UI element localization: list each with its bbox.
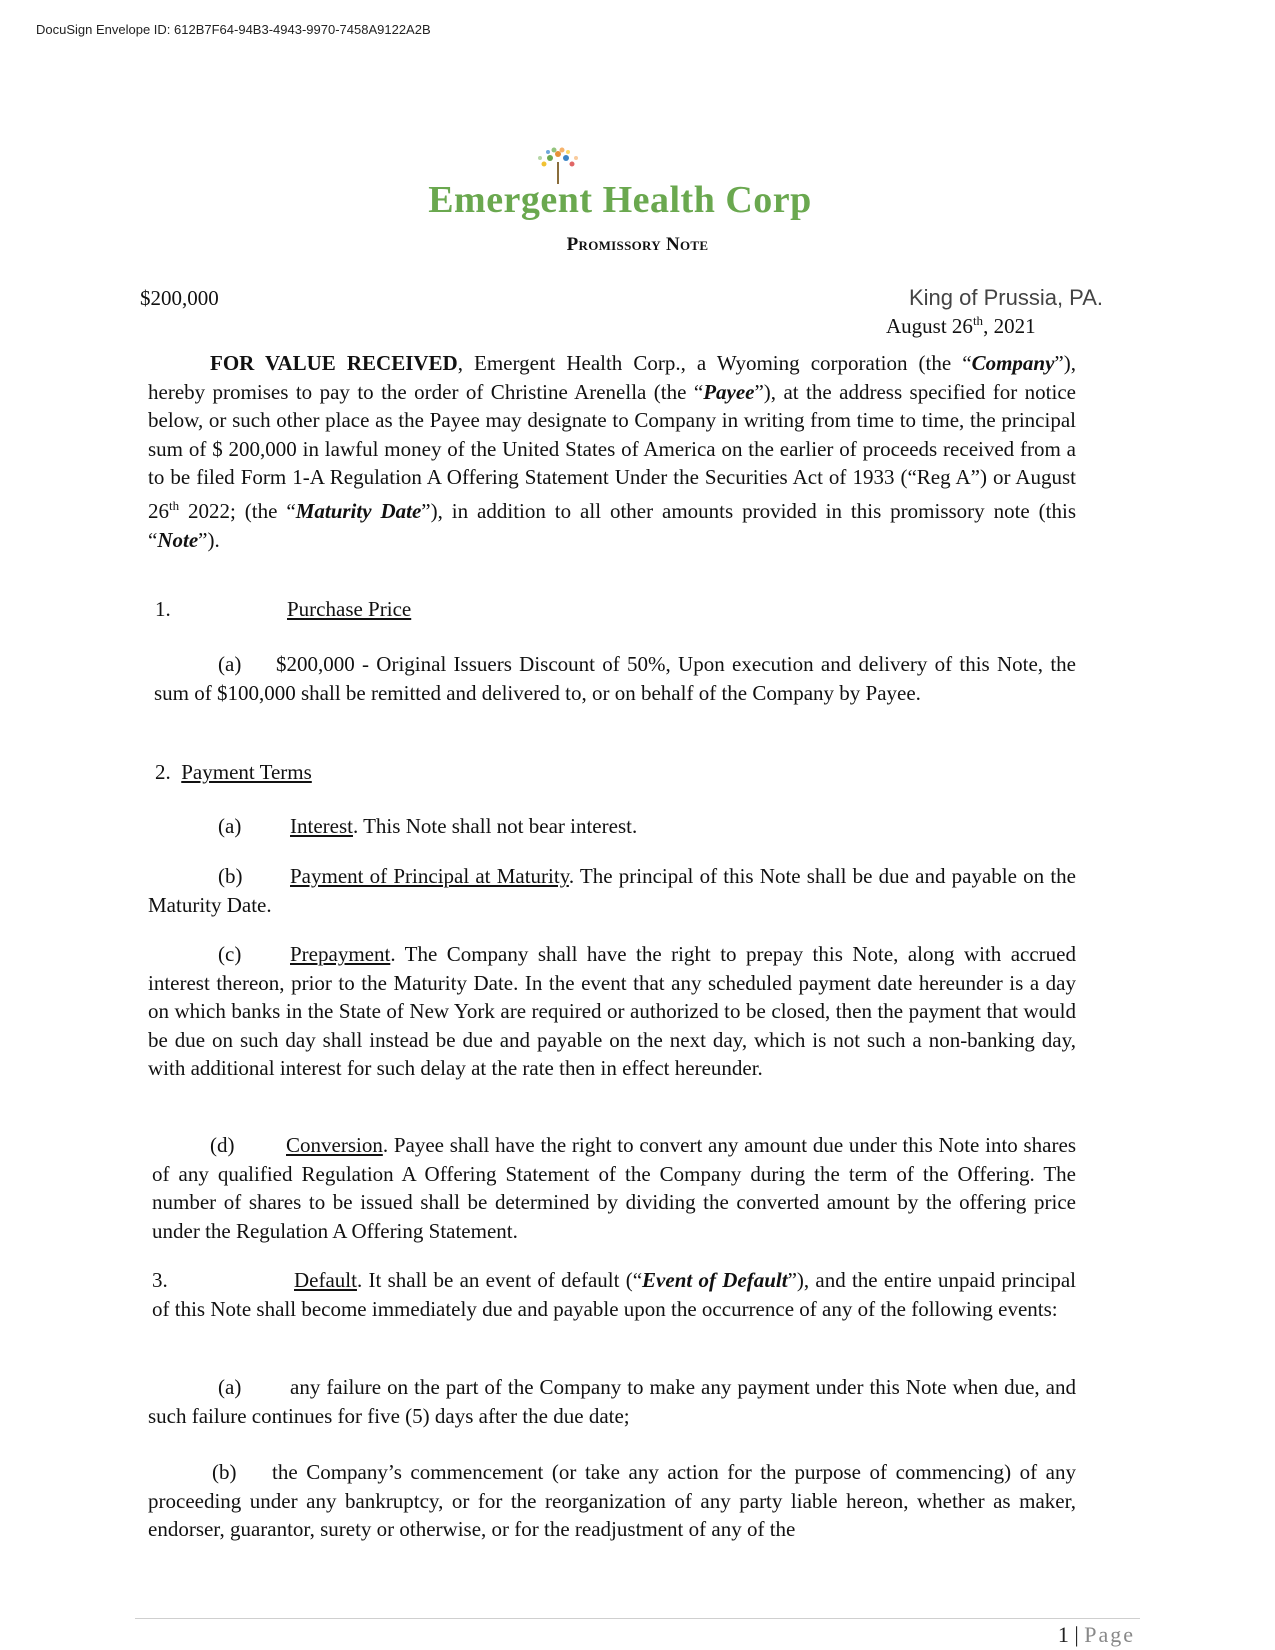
section-1-number: 1. <box>155 597 171 621</box>
intro-paragraph: FOR VALUE RECEIVED, Emergent Health Corp., a Wyoming corporation (the “Company”), hereby promises to pay to the order of Christine Arenella (the “Payee”), at the address specified for notice below, or such other place as the Payee may designate to Company in writing from time to time, the principal sum of $ 200,000 in lawful money of the United States of America on the earlier of proceeds received from a to be filed Form 1-A Regulation A Offering Statement Under the Securities Act of 1933 (“Reg A”) or August 26th 2022; (the “Maturity Date”), in addition to all other amounts provided in this promissory note (this “Note”). <box>148 351 1077 552</box>
section-3b: (b) the Company’s commencement (or take any action for the purpose of commencing) of any proceeding under any bankruptcy, or for the reorganization of any party liable hereon, whether as maker, endorser, guarantor, surety or otherwise, or for the readjustment of any of the <box>148 1460 1076 1542</box>
note-date: August 26th, 2021 <box>886 313 1036 338</box>
section-3a: (a) any failure on the part of the Company to make any payment under this Note when due, and such failure continues for five (5) days after the due date; <box>148 1375 1076 1428</box>
section-2d: (d) Conversion. Payee shall have the right to convert any amount due under this Note into shares of any qualified Regulation A Offering Statement of the Company during the term of the Offering. The number of shares to be issued shall be determined by dividing the converted amount by the offering price under the Regulation A Offering Statement. <box>152 1133 1076 1243</box>
document-title: Promissory Note <box>566 234 709 255</box>
company-logo <box>410 150 830 230</box>
note-place: King of Prussia, PA. <box>908 285 1103 310</box>
section-2b: (b) Payment of Principal at Maturity. The principal of this Note shall be due and payable on the Maturity Date. <box>148 864 1076 917</box>
section-1-heading: Purchase Price <box>287 597 412 621</box>
docusign-envelope-id: DocuSign Envelope ID: 612B7F64-94B3-4943-9970-7458A9122A2B <box>36 22 431 37</box>
section-1a: (a) $200,000 - Original Issuers Discount of 50%, Upon execution and delivery of this Note, the sum of $100,000 shall be remitted and delivered to, or on behalf of the Company by Payee. <box>154 652 1076 705</box>
logo-text: Emergent Health Corp <box>428 179 812 221</box>
note-amount: $200,000 <box>140 286 219 310</box>
section-2c: (c) Prepayment. The Company shall have the right to prepay this Note, along with accrued interest thereon, prior to the Maturity Date. In the event that any scheduled payment date hereunder is a day on which banks in the State of New York are required or authorized to be closed, then the payment that would be due on such day shall instead be due and payable on the next day, which is not such a non-banking day, with additional interest for such delay at the rate then in effect hereunder. <box>148 942 1076 1081</box>
section-2-heading: 2. Payment Terms <box>155 760 312 784</box>
section-3: 3. Default. It shall be an event of default (“Event of Default”), and the entire unpaid principal of this Note shall become immediately due and payable upon the occurrence of any of the following events: <box>152 1268 1077 1321</box>
page-number: 1 | Page <box>1057 1622 1135 1647</box>
section-2a: (a) Interest. This Note shall not bear interest. <box>218 814 638 838</box>
footer-divider <box>135 1618 1140 1619</box>
